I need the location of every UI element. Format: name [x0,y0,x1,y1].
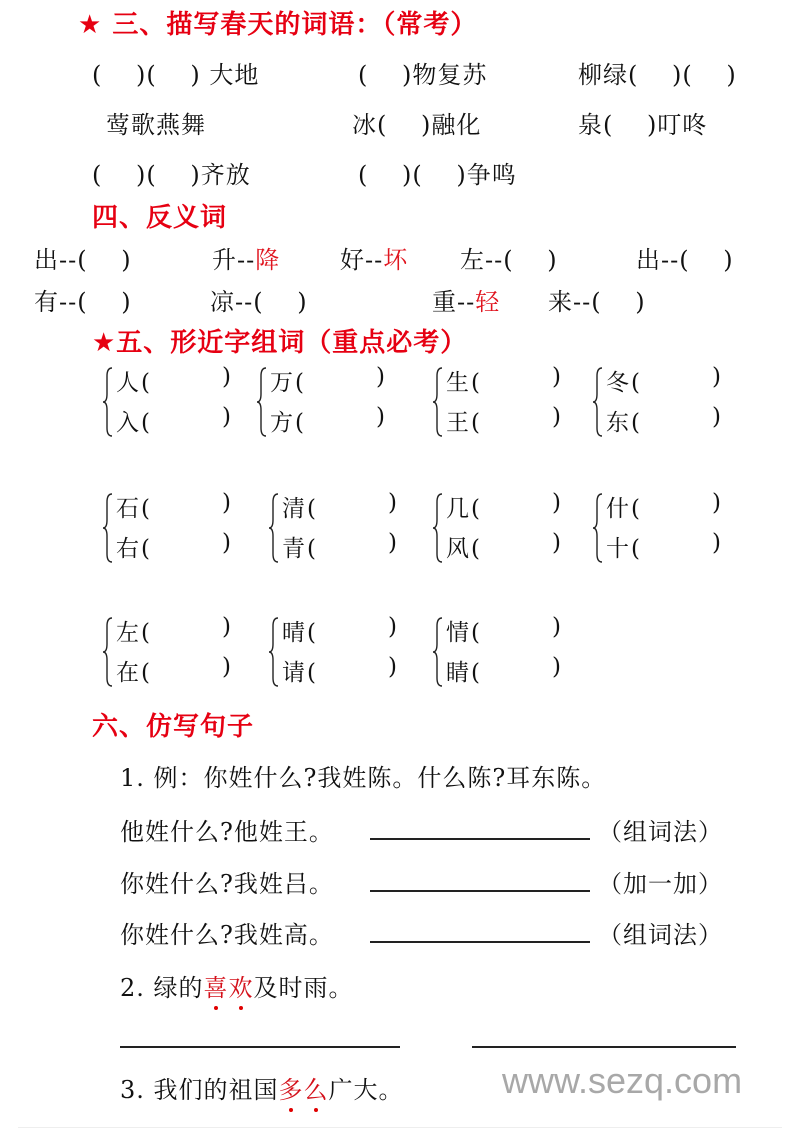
antonym-pair: 有--( ) [34,288,132,316]
char: 青 [282,536,305,562]
s3-item: ( )( )争鸣 [358,161,517,189]
similar-char-row[interactable]: 右( ) [116,530,231,562]
antonym-blank[interactable]: ( ) [591,288,646,316]
antonym-pair: 好--坏 [340,246,409,274]
antonym-pair: 重--轻 [432,288,501,316]
s3-item: ( )( )齐放 [92,161,251,189]
emphasis-char: 喜 [204,968,229,1003]
char: 人 [116,370,139,396]
s3-item: 莺歌燕舞 [106,111,206,139]
q3-sentence: 3. 我们的祖国多么广大。 [120,1070,404,1105]
s3-item: 泉( )叮咚 [578,111,708,139]
antonym-blank[interactable]: ( ) [77,246,132,274]
antonym-pair: 出--( ) [34,246,132,274]
char: 风 [446,536,469,562]
char: 晴 [282,620,305,646]
s3-item: ( )物复苏 [358,61,488,89]
similar-char-row[interactable]: 晴( ) [282,614,397,646]
char: 王 [446,410,469,436]
antonym-blank[interactable]: ( ) [77,288,132,316]
char: 冬 [606,370,629,396]
similar-char-row[interactable]: 左( ) [116,614,231,646]
q1-prompt: 他姓什么?他姓王。 [120,818,334,846]
q1-hint: （组词法） [598,921,723,949]
antonym-pair: 凉--( ) [210,288,308,316]
similar-char-row[interactable]: 人( ) [116,364,231,396]
answer-line[interactable] [120,1046,400,1048]
antonym-pair: 左--( ) [460,246,558,274]
brace-icon [432,366,444,438]
char: 左 [116,620,139,646]
antonym-pair: 来--( ) [548,288,646,316]
similar-char-row[interactable]: 王( ) [446,404,561,436]
q1-prompt: 你姓什么?我姓吕。 [120,870,334,898]
brace-icon [432,616,444,688]
similar-char-row[interactable]: 青( ) [282,530,397,562]
antonym-pair: 出--( ) [636,246,734,274]
char: 什 [606,496,629,522]
emphasis-char: 多 [279,1070,304,1105]
antonym-pair: 升--降 [212,246,281,274]
page-divider [18,1127,782,1128]
answer-line[interactable] [370,838,590,840]
watermark: www.sezq.com [502,1060,743,1101]
similar-char-row[interactable]: 冬( ) [606,364,721,396]
answer-line[interactable] [370,890,590,892]
char: 右 [116,536,139,562]
q1-hint: （组词法） [598,818,723,846]
answer-line[interactable] [370,941,590,943]
char: 生 [446,370,469,396]
brace-icon [102,492,114,564]
antonym-blank[interactable]: ( ) [503,246,558,274]
char: 入 [116,410,139,436]
antonym-blank[interactable]: ( ) [679,246,734,274]
char: 在 [116,660,139,686]
brace-icon [592,366,604,438]
antonym-answer: 降 [255,246,281,274]
antonym-answer: 坏 [383,246,409,274]
section4-heading: 四、反义词 [92,203,228,233]
char: 石 [116,496,139,522]
char: 十 [606,536,629,562]
antonym-blank[interactable]: ( ) [253,288,308,316]
similar-char-row[interactable]: 万( ) [270,364,385,396]
brace-icon [102,616,114,688]
section5-heading: ★五、形近字组词（重点必考） [92,328,468,358]
similar-char-row[interactable]: 清( ) [282,490,397,522]
section6-heading: 六、仿写句子 [92,712,255,742]
brace-icon [592,492,604,564]
brace-icon [432,492,444,564]
char: 几 [446,496,469,522]
s3-item: 柳绿( )( ) [578,61,737,89]
emphasis-char: 么 [304,1070,329,1105]
similar-char-row[interactable]: 东( ) [606,404,721,436]
similar-char-row[interactable]: 情( ) [446,614,561,646]
similar-char-row[interactable]: 睛( ) [446,654,561,686]
similar-char-row[interactable]: 在( ) [116,654,231,686]
similar-char-row[interactable]: 几( ) [446,490,561,522]
char: 请 [282,660,305,686]
brace-icon [256,366,268,438]
brace-icon [268,492,280,564]
similar-char-row[interactable]: 石( ) [116,490,231,522]
similar-char-row[interactable]: 什( ) [606,490,721,522]
char: 睛 [446,660,469,686]
similar-char-row[interactable]: 方( ) [270,404,385,436]
s3-item: 冰( )融化 [352,111,482,139]
similar-char-row[interactable]: 风( ) [446,530,561,562]
char: 万 [270,370,293,396]
similar-char-row[interactable]: 生( ) [446,364,561,396]
q1-example: 1. 例：你姓什么?我姓陈。什么陈?耳东陈。 [120,764,607,792]
s3-item: ( )( ) 大地 [92,61,260,89]
char: 方 [270,410,293,436]
brace-icon [268,616,280,688]
similar-char-row[interactable]: 十( ) [606,530,721,562]
q1-prompt: 你姓什么?我姓高。 [120,921,334,949]
brace-icon [102,366,114,438]
emphasis-char: 欢 [229,968,254,1003]
char: 清 [282,496,305,522]
q2-sentence: 2. 绿的喜欢及时雨。 [120,968,354,1003]
char: 情 [446,620,469,646]
similar-char-row[interactable]: 请( ) [282,654,397,686]
q1-hint: （加一加） [598,870,723,898]
similar-char-row[interactable]: 入( ) [116,404,231,436]
char: 东 [606,410,629,436]
antonym-answer: 轻 [475,288,501,316]
section3-heading: ★ 三、描写春天的词语：（常考） [78,10,478,40]
answer-line[interactable] [472,1046,736,1048]
